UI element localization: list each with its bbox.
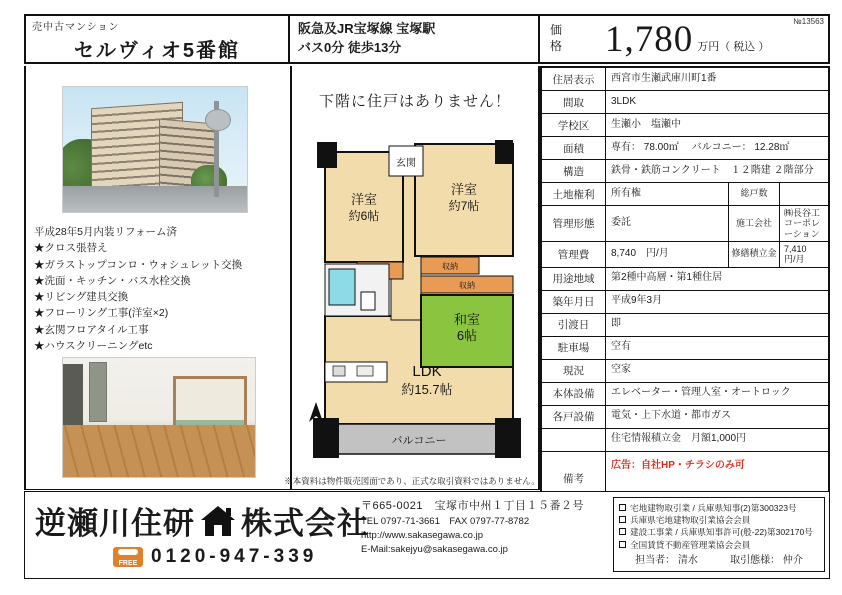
license-line (619, 502, 819, 514)
table-row (542, 91, 828, 114)
email-link[interactable]: E-Mail:sakejyu@sakasegawa.co.jp (361, 544, 508, 555)
header (24, 14, 830, 64)
company-address: 〒665-0021 宝塚市中州１丁目１５番２号 (361, 500, 584, 512)
detail-label: 構造 (542, 160, 606, 182)
price-unit: 万円（ 税込 ） (697, 41, 770, 53)
detail-value: 空有 (611, 341, 631, 353)
renovation-item: ★ハウスクリーニングetc (34, 339, 153, 352)
detail-value: 生瀬小 塩瀬中 (611, 118, 681, 130)
table-row (542, 406, 828, 429)
detail-label: 本体設備 (542, 383, 606, 405)
license-text: 兵庫県宅地建物取引業協会会員 (630, 515, 751, 526)
listing-type: 売中古マンション (32, 22, 120, 33)
license-text: 全国賃貸不動産管理業協会会員 (630, 539, 751, 550)
listing-number: №13563 (793, 17, 824, 26)
renovation-item: ★リビング建具交換 (34, 291, 129, 304)
detail-label: 修繕積立金 (728, 242, 780, 267)
checkbox-icon (619, 516, 626, 523)
company-name: 逆瀬川住研 (35, 506, 195, 541)
detail-value: 所有権 (611, 187, 641, 199)
company-block (35, 498, 369, 568)
table-row (542, 314, 828, 337)
price-value: 1,780 (605, 18, 694, 60)
detail-label: 住居表示 (542, 68, 606, 90)
price-cell (540, 16, 828, 62)
checkbox-icon (619, 504, 626, 511)
detail-label: 施工会社 (728, 206, 780, 241)
detail-value: 即 (611, 318, 621, 330)
detail-value: ㈱長谷工コーポレーション (784, 208, 821, 239)
building-photo (62, 86, 248, 213)
detail-value: 3LDK (611, 95, 637, 107)
table-row (542, 68, 828, 91)
table-row (542, 429, 828, 452)
roadsign-decor (205, 109, 231, 131)
renovation-item: ★フローリング工事(洋室×2) (34, 307, 169, 320)
renovation-item: ★クロス張替え (34, 242, 108, 255)
renovation-list (34, 224, 286, 354)
washitsu-label: 和室 (453, 312, 481, 327)
detail-label: 備考 (542, 452, 606, 506)
left-column (24, 66, 290, 490)
detail-value: 平成9年3月 (611, 295, 663, 307)
closet-label: 収納 (459, 281, 475, 290)
washitsu-size-label: 6帖 (456, 328, 478, 343)
detail-label: 管理費 (542, 242, 606, 267)
table-row (542, 268, 828, 291)
floorplan-drawing (299, 124, 535, 460)
detail-label: 築年月日 (542, 291, 606, 313)
detail-value: 7,410 円/月 (784, 244, 816, 265)
footer (24, 491, 830, 579)
table-row (542, 183, 828, 206)
detail-value: 西宮市生瀬武庫川町1番 (611, 72, 717, 84)
table-row (542, 360, 828, 383)
floorplan-column (284, 66, 540, 490)
details-table (540, 66, 830, 508)
table-row (542, 291, 828, 314)
table-row (542, 337, 828, 360)
detail-value: 第2種中高層・第1種住居 (611, 272, 723, 284)
room1-size-label: 約6帖 (348, 209, 380, 223)
detail-value (780, 183, 828, 205)
detail-value-ad-notice: 広告：自社HP・チラシのみ可 (611, 459, 745, 471)
genkan-label: 玄関 (396, 158, 416, 169)
balcony-label: バルコニー (391, 435, 447, 447)
room2-size-label: 約7帖 (448, 199, 480, 213)
renovation-item: ★洗面・キッチン・バス水栓交換 (34, 274, 191, 287)
ldk-size-label: 約15.7帖 (401, 382, 453, 397)
license-text: 宅地建物取引業 / 兵庫県知事(2)第300323号 (630, 503, 797, 513)
table-row (542, 160, 828, 183)
checkbox-icon (619, 528, 626, 535)
detail-label: 土地権利 (542, 183, 606, 205)
website-link[interactable]: http://www.sakasegawa.co.jp (361, 529, 483, 541)
price-label: 価格 (550, 23, 563, 53)
detail-label: 駐車場 (542, 337, 606, 359)
license-line (619, 526, 819, 538)
license-line (619, 514, 819, 526)
staff-name: 担当者： 清水 (635, 554, 698, 566)
detail-label: 各戸設備 (542, 406, 606, 428)
door-decor (89, 362, 107, 422)
detail-label: 現況 (542, 360, 606, 382)
table-row (542, 114, 828, 137)
license-text: 建設工事業 / 兵庫県知事許可(般-22)第302170号 (630, 527, 813, 538)
detail-value: 委託 (611, 217, 631, 229)
detail-label: 引渡日 (542, 314, 606, 336)
closet-label: 収納 (442, 262, 458, 271)
contact-block (361, 498, 607, 557)
detail-value: 空家 (611, 364, 631, 376)
detail-label: 面積 (542, 137, 606, 159)
freedial-icon: FREE (113, 547, 143, 567)
wood-floor-decor (63, 425, 255, 477)
floorplan-headline: 下階に住戸はありません！ (318, 94, 511, 110)
table-row (542, 137, 828, 160)
detail-label (542, 429, 606, 451)
detail-label: 学校区 (542, 114, 606, 136)
renovation-title: 平成28年5月内装リフォーム済 (34, 226, 177, 238)
detail-value: 電気・上下水道・都市ガス (611, 410, 731, 422)
detail-value: エレベーター・管理人室・オートロック (611, 387, 791, 399)
detail-value: 鉄骨・鉄筋コンクリート １２階建 ２階部分 (611, 164, 814, 176)
floorplan (299, 124, 535, 460)
detail-label: 管理形態 (542, 206, 606, 241)
renovation-item: ★玄関フロアタイル工事 (34, 323, 149, 336)
disclaimer-note: ※本資料は物件販売図面であり、正式な取引資料ではありません。 (284, 476, 540, 486)
detail-value: 住宅情報積立金 月額1,000円 (611, 433, 747, 445)
detail-value: 専有： 78.00㎡ バルコニー： 12.28㎡ (611, 141, 790, 153)
house-icon (201, 506, 235, 536)
table-row (542, 242, 828, 268)
access-line1: 阪急及JR宝塚線 宝塚駅 (298, 21, 436, 36)
interior-photo (62, 357, 256, 478)
room2-label: 洋室 (450, 182, 478, 197)
room1-label: 洋室 (350, 192, 378, 207)
checkbox-icon (619, 541, 626, 548)
title-cell (26, 16, 290, 62)
table-row (542, 206, 828, 242)
access-line2: バス0分 徒歩13分 (298, 39, 402, 55)
property-name: セルヴィオ5番館 (74, 40, 240, 62)
detail-label: 総戸数 (728, 183, 780, 205)
license-box (613, 497, 825, 572)
company-suffix: 株式会社 (241, 506, 369, 541)
ldk-label: LDK (412, 363, 442, 380)
tel-fax: TEL 0797-71-3661 FAX 0797-77-8782 (361, 515, 530, 527)
detail-label: 間取 (542, 91, 606, 113)
renovation-item: ★ガラストップコンロ・ウォシュレット交換 (34, 258, 243, 271)
detail-label: 用途地域 (542, 268, 606, 290)
detail-value: 8,740 円/月 (611, 248, 669, 260)
transaction-type: 取引態様： 仲介 (730, 554, 803, 566)
road-decor (63, 186, 247, 212)
phone-number[interactable]: 0120-947-339 (151, 546, 318, 567)
table-row (542, 383, 828, 406)
access-cell (290, 16, 540, 62)
license-line (619, 539, 819, 551)
